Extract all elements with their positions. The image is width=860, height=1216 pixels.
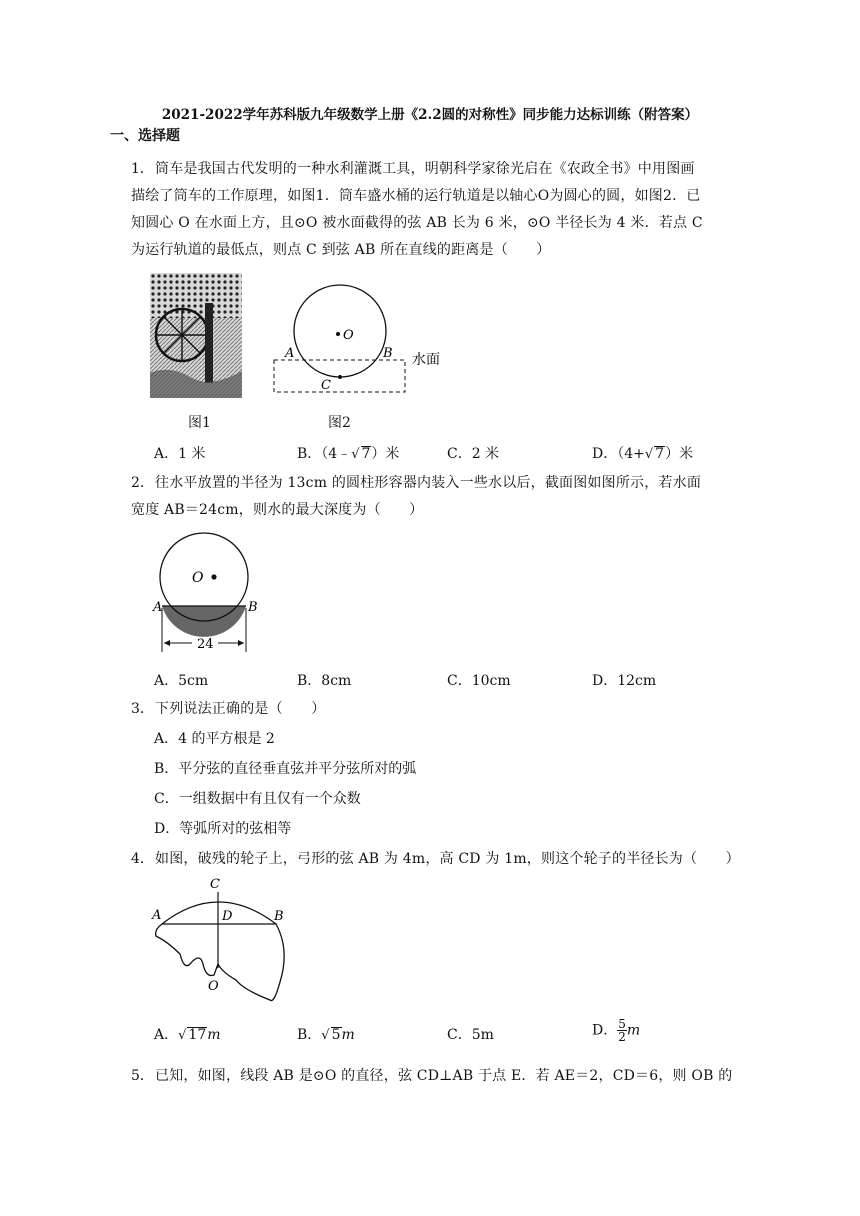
question-3-option-d[interactable]: D．等弧所对的弦相等	[154, 821, 292, 837]
page-title: 2021-2022学年苏科版九年级数学上册《2.2圆的对称性》同步能力达标训练（附答案）	[161, 107, 699, 123]
label-c: C	[321, 378, 331, 393]
question-3-option-b[interactable]: B．平分弦的直径垂直弦并平分弦所对的弧	[154, 761, 417, 777]
question-2-option-b[interactable]: B．8cm	[297, 673, 352, 689]
center-point-o	[211, 574, 216, 579]
width-label: 24	[197, 637, 214, 652]
figure-1-waterwheel	[150, 273, 242, 398]
label-a: A	[152, 908, 162, 923]
question-1-line-4: 为运行轨道的最低点，则点 C 到弦 AB 所在直线的距离是（ ）	[131, 242, 551, 258]
question-1-number: 1．	[131, 161, 154, 177]
question-1-line-1: 筒车是我国古代发明的一种水利灌溉工具，明朝科学家徐光启在《农政全书》中用图画	[155, 161, 695, 177]
question-4-option-c[interactable]: C．5m	[447, 1027, 494, 1043]
question-3-option-a[interactable]: A．4 的平方根是 2	[154, 731, 275, 747]
figure-q2-cylinder-section	[148, 520, 268, 660]
section-heading: 一、选择题	[110, 128, 180, 144]
label-b: B	[383, 346, 393, 361]
label-o: O	[192, 570, 204, 586]
figure-1-caption: 图1	[188, 415, 211, 431]
question-1-option-a[interactable]: A．1 米	[154, 446, 206, 462]
question-1-line-3: 知圆心 O 在水面上方，且⊙O 被水面截得的弦 AB 长为 6 米，⊙O 半径长为 4 米．若点 C	[131, 215, 703, 231]
center-point-o	[336, 332, 340, 336]
label-a: A	[285, 346, 295, 361]
question-4-option-a[interactable]: A．√ 17m	[154, 1027, 221, 1043]
question-1-line-2: 描绘了筒车的工作原理，如图1．筒车盛水桶的运行轨道是以轴心O为圆心的圆，如图2．已	[131, 188, 701, 204]
question-5-line-1: 已知，如图，线段 AB 是⊙O 的直径，弦 CD⊥AB 于点 E．若 AE＝2，CD＝6，则 OB 的	[155, 1068, 733, 1084]
question-2-option-d[interactable]: D．12cm	[592, 673, 657, 689]
question-3-line-1: 下列说法正确的是（ ）	[155, 701, 326, 717]
label-c: C	[210, 877, 220, 892]
figure-2-circle-water	[265, 275, 455, 400]
label-water: 水面	[412, 352, 440, 368]
fraction-five-halves: $\frac{5}{2}$	[618, 1017, 626, 1044]
figure-2-caption: 图2	[328, 415, 351, 431]
figure-q4-broken-wheel	[148, 872, 298, 1012]
question-1-option-d[interactable]: D．（4+√ 7）米	[592, 446, 694, 462]
question-2-line-2: 宽度 AB＝24cm，则水的最大深度为（ ）	[131, 502, 424, 518]
question-3-option-c[interactable]: C．一组数据中有且仅有一个众数	[154, 791, 361, 807]
question-4-number: 4．	[131, 851, 154, 867]
question-3-number: 3．	[131, 701, 154, 717]
question-1-option-c[interactable]: C．2 米	[447, 446, 500, 462]
question-2-line-1: 往水平放置的半径为 13cm 的圆柱形容器内装入一些水以后，截面图如图所示，若水面	[155, 475, 702, 491]
question-5-number: 5．	[131, 1068, 154, 1084]
label-o: O	[343, 328, 354, 343]
question-4-option-d[interactable]: D． $\frac{5}{2}$ m	[592, 1017, 641, 1044]
question-4-option-b[interactable]: B．√ 5m	[297, 1027, 355, 1043]
label-b: B	[274, 909, 284, 924]
question-1-option-b[interactable]: B．（4﹣√ 7）米	[297, 446, 400, 462]
label-o: O	[208, 979, 219, 994]
question-4-line-1: 如图，破残的轮子上，弓形的弦 AB 为 4m，高 CD 为 1m，则这个轮子的半径长为（ ）	[155, 851, 740, 867]
question-2-option-c[interactable]: C．10cm	[447, 673, 511, 689]
question-2-option-a[interactable]: A．5cm	[154, 673, 209, 689]
label-d: D	[222, 909, 233, 924]
label-a: A	[153, 600, 163, 615]
label-b: B	[248, 600, 258, 615]
lowest-point-c	[338, 375, 342, 379]
question-2-number: 2．	[131, 475, 154, 491]
